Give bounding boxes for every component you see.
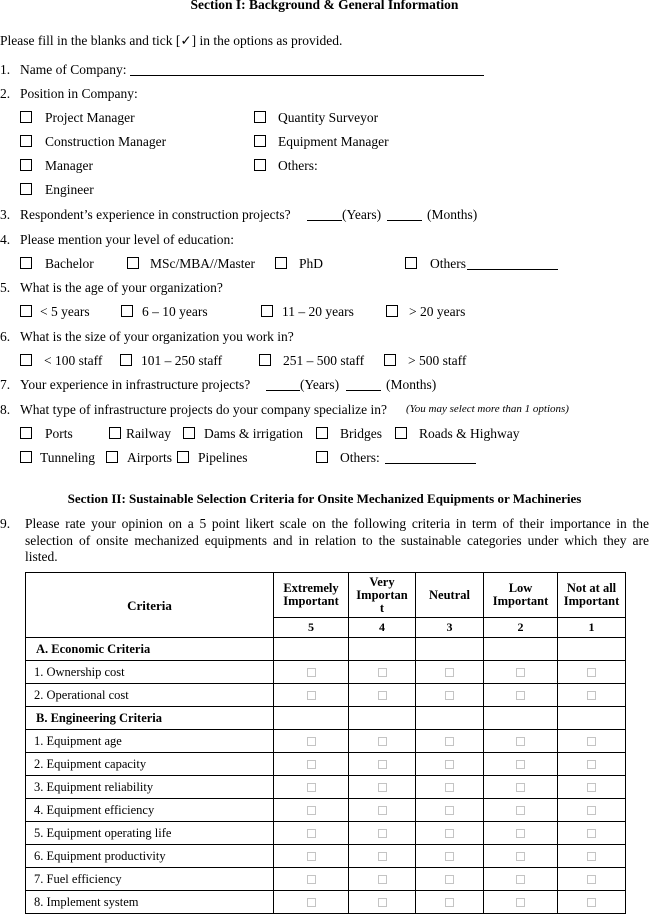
option-others-projects: Others: [340, 450, 380, 465]
rating-cell [558, 868, 626, 891]
instruction-text: Please fill in the blanks and tick [✓] in the options as provided. [0, 33, 343, 48]
q1-label: Name of Company: [20, 62, 127, 77]
rating-cell [484, 684, 558, 707]
rating-table [25, 572, 626, 914]
section2-title: Section II: Sustainable Selection Criteria for Onsite Mechanized Equipments or Machineries [67, 491, 582, 506]
category-title: B. Engineering Criteria [26, 707, 274, 730]
rating-checkbox[interactable] [587, 737, 596, 746]
col-header-neutral: Neutral [416, 573, 484, 618]
checkbox-others-education[interactable] [405, 257, 417, 269]
rating-checkbox[interactable] [307, 783, 316, 792]
rating-checkbox[interactable] [378, 898, 387, 907]
criteria-row [26, 822, 626, 845]
rating-cell [416, 868, 484, 891]
rating-cell [349, 753, 416, 776]
rating-checkbox[interactable] [516, 668, 525, 677]
q2-number: 2. [0, 86, 11, 101]
rating-checkbox[interactable] [445, 806, 454, 815]
rating-cell [274, 822, 349, 845]
q3-months-label: (Months) [427, 207, 478, 222]
criteria-row [26, 776, 626, 799]
rating-checkbox[interactable] [587, 829, 596, 838]
rating-checkbox[interactable] [378, 806, 387, 815]
criteria-label: 5. Equipment operating life [26, 822, 274, 845]
rating-cell [558, 661, 626, 684]
infrastructure-months-field[interactable] [346, 378, 381, 391]
q9-line3: listed. [25, 549, 58, 564]
checkbox-bridges[interactable] [316, 427, 328, 439]
rating-checkbox[interactable] [378, 875, 387, 884]
rating-cell [416, 684, 484, 707]
rating-cell [484, 799, 558, 822]
rating-checkbox[interactable] [587, 852, 596, 861]
rating-cell [274, 661, 349, 684]
category-row [26, 707, 626, 730]
option-construction-manager: Construction Manager [45, 134, 167, 149]
q7-label: Your experience in infrastructure projects? [20, 377, 251, 392]
rating-cell [349, 868, 416, 891]
rating-checkbox[interactable] [587, 760, 596, 769]
construction-months-field[interactable] [387, 208, 422, 221]
rating-checkbox[interactable] [445, 829, 454, 838]
rating-cell [349, 776, 416, 799]
option-engineer: Engineer [45, 182, 94, 197]
q7-months-label: (Months) [386, 377, 437, 392]
option-size-251-500: 251 – 500 staff [283, 353, 365, 368]
option-railway: Railway [126, 426, 171, 441]
rating-checkbox[interactable] [516, 898, 525, 907]
criteria-label: 3. Equipment reliability [26, 776, 274, 799]
section1-title: Section I: Background & General Information [190, 0, 459, 12]
rating-cell [558, 891, 626, 914]
rating-checkbox[interactable] [516, 691, 525, 700]
empty-cell [274, 707, 349, 730]
rating-checkbox[interactable] [516, 806, 525, 815]
rating-cell [484, 845, 558, 868]
others-projects-field[interactable] [385, 451, 476, 464]
empty-cell [274, 638, 349, 661]
criteria-row [26, 753, 626, 776]
rating-cell [484, 730, 558, 753]
checkbox-age-6-10[interactable] [121, 305, 133, 317]
checkbox-project-manager[interactable] [20, 111, 32, 123]
rating-cell [274, 799, 349, 822]
rating-checkbox[interactable] [378, 760, 387, 769]
option-age-11-20: 11 – 20 years [282, 304, 354, 319]
option-size-lt100: < 100 staff [44, 353, 103, 368]
rating-cell [484, 868, 558, 891]
q3-number: 3. [0, 207, 11, 222]
rating-cell [416, 753, 484, 776]
rating-checkbox[interactable] [307, 852, 316, 861]
q8-label: What type of infrastructure projects do your company specialize in? [20, 402, 387, 417]
q5-number: 5. [0, 280, 11, 295]
col-header-low-important: Low Important [484, 573, 558, 618]
criteria-label: 4. Equipment efficiency [26, 799, 274, 822]
option-project-manager: Project Manager [45, 110, 135, 125]
rating-cell [274, 753, 349, 776]
empty-cell [349, 707, 416, 730]
criteria-row [26, 868, 626, 891]
rating-cell [558, 684, 626, 707]
rating-cell [274, 730, 349, 753]
category-row [26, 638, 626, 661]
criteria-label: 2. Operational cost [26, 684, 274, 707]
q5-label: What is the age of your organization? [20, 280, 223, 295]
criteria-row [26, 799, 626, 822]
checkbox-ports[interactable] [20, 427, 32, 439]
checkbox-construction-manager[interactable] [20, 135, 32, 147]
rating-checkbox[interactable] [307, 829, 316, 838]
score-4: 4 [349, 618, 416, 638]
checkbox-pipelines[interactable] [177, 451, 189, 463]
checkbox-size-101-250[interactable] [120, 354, 132, 366]
criteria-label: 8. Implement system [26, 891, 274, 914]
rating-cell [349, 891, 416, 914]
empty-cell [558, 707, 626, 730]
checkbox-roads[interactable] [395, 427, 407, 439]
option-age-gt20: > 20 years [409, 304, 466, 319]
category-title: A. Economic Criteria [26, 638, 274, 661]
option-bridges: Bridges [340, 426, 382, 441]
rating-checkbox[interactable] [516, 760, 525, 769]
q7-years-label: (Years) [300, 377, 340, 392]
rating-cell [558, 730, 626, 753]
rating-checkbox[interactable] [307, 691, 316, 700]
option-roads: Roads & Highway [419, 426, 520, 441]
rating-checkbox[interactable] [445, 737, 454, 746]
criteria-row [26, 730, 626, 753]
option-phd: PhD [299, 256, 324, 271]
criteria-label: 1. Ownership cost [26, 661, 274, 684]
checkbox-railway[interactable] [109, 427, 121, 439]
checkbox-quantity-surveyor[interactable] [254, 111, 266, 123]
rating-cell [484, 822, 558, 845]
option-manager: Manager [45, 158, 93, 173]
rating-checkbox[interactable] [516, 737, 525, 746]
col-header-not-important: Not at all Important [558, 573, 626, 618]
q6-number: 6. [0, 329, 11, 344]
option-equipment-manager: Equipment Manager [278, 134, 389, 149]
rating-cell [349, 799, 416, 822]
criteria-label: 7. Fuel efficiency [26, 868, 274, 891]
empty-cell [484, 638, 558, 661]
rating-checkbox[interactable] [445, 783, 454, 792]
checkbox-tunneling[interactable] [20, 451, 32, 463]
rating-checkbox[interactable] [378, 691, 387, 700]
option-dams: Dams & irrigation [204, 426, 303, 441]
rating-cell [558, 799, 626, 822]
criteria-label: 2. Equipment capacity [26, 753, 274, 776]
rating-cell [274, 684, 349, 707]
q3-years-label: (Years) [342, 207, 382, 222]
criteria-row [26, 684, 626, 707]
rating-cell [274, 891, 349, 914]
option-others-education: Others [430, 256, 466, 271]
q8-number: 8. [0, 402, 11, 417]
rating-cell [558, 822, 626, 845]
rating-checkbox[interactable] [587, 875, 596, 884]
checkbox-phd[interactable] [275, 257, 287, 269]
rating-cell [416, 776, 484, 799]
q3-label: Respondent’s experience in construction projects? [20, 207, 291, 222]
rating-cell [558, 776, 626, 799]
rating-cell [558, 845, 626, 868]
option-quantity-surveyor: Quantity Surveyor [278, 110, 379, 125]
option-tunneling: Tunneling [40, 450, 96, 465]
checkbox-age-gt20[interactable] [386, 305, 398, 317]
checkbox-others-projects[interactable] [316, 451, 328, 463]
infrastructure-years-field[interactable] [266, 378, 300, 391]
rating-checkbox[interactable] [516, 852, 525, 861]
rating-cell [416, 730, 484, 753]
q4-label: Please mention your level of education: [20, 232, 235, 247]
checkbox-equipment-manager[interactable] [254, 135, 266, 147]
checkbox-dams[interactable] [183, 427, 195, 439]
rating-cell [349, 730, 416, 753]
rating-cell [484, 891, 558, 914]
score-3: 3 [416, 618, 484, 638]
rating-cell [274, 845, 349, 868]
option-pipelines: Pipelines [198, 450, 248, 465]
rating-checkbox[interactable] [445, 691, 454, 700]
others-education-field[interactable] [467, 257, 558, 270]
rating-checkbox[interactable] [516, 829, 525, 838]
construction-years-field[interactable] [307, 208, 342, 221]
rating-checkbox[interactable] [445, 760, 454, 769]
rating-checkbox[interactable] [587, 783, 596, 792]
q6-label: What is the size of your organization you work in? [20, 329, 294, 344]
option-airports: Airports [127, 450, 172, 465]
checkbox-manager[interactable] [20, 159, 32, 171]
rating-checkbox[interactable] [587, 806, 596, 815]
rating-checkbox[interactable] [307, 875, 316, 884]
rating-checkbox[interactable] [307, 760, 316, 769]
rating-cell [416, 891, 484, 914]
rating-checkbox[interactable] [378, 668, 387, 677]
rating-checkbox[interactable] [307, 668, 316, 677]
rating-cell [349, 684, 416, 707]
rating-checkbox[interactable] [378, 737, 387, 746]
option-size-101-250: 101 – 250 staff [141, 353, 223, 368]
checkbox-bachelor[interactable] [20, 257, 32, 269]
checkbox-size-lt100[interactable] [20, 354, 32, 366]
option-size-gt500: > 500 staff [408, 353, 467, 368]
col-header-very-important: Very Importan t [349, 573, 416, 618]
empty-cell [416, 707, 484, 730]
rating-cell [416, 799, 484, 822]
company-name-field[interactable] [130, 63, 484, 76]
rating-cell [484, 776, 558, 799]
rating-cell [349, 845, 416, 868]
rating-checkbox[interactable] [516, 875, 525, 884]
rating-checkbox[interactable] [445, 898, 454, 907]
q4-number: 4. [0, 232, 11, 247]
score-5: 5 [274, 618, 349, 638]
q9-number: 9. [0, 516, 11, 531]
option-master: MSc/MBA//Master [150, 256, 256, 271]
rating-checkbox[interactable] [587, 691, 596, 700]
rating-cell [274, 776, 349, 799]
rating-cell [484, 661, 558, 684]
rating-cell [349, 661, 416, 684]
rating-checkbox[interactable] [307, 806, 316, 815]
rating-cell [558, 753, 626, 776]
criteria-row [26, 891, 626, 914]
option-bachelor: Bachelor [45, 256, 94, 271]
criteria-row [26, 661, 626, 684]
score-2: 2 [484, 618, 558, 638]
rating-checkbox[interactable] [587, 668, 596, 677]
checkbox-size-251-500[interactable] [259, 354, 271, 366]
criteria-header: Criteria [26, 573, 274, 638]
q7-number: 7. [0, 377, 11, 392]
q9-line2: selection of onsite mechanized equipments and in relation to the sustainable categories under which they are [25, 533, 649, 548]
rating-cell [274, 868, 349, 891]
rating-cell [484, 753, 558, 776]
rating-checkbox[interactable] [378, 852, 387, 861]
option-ports: Ports [45, 426, 73, 441]
checkbox-size-gt500[interactable] [384, 354, 396, 366]
rating-checkbox[interactable] [445, 852, 454, 861]
rating-cell [416, 845, 484, 868]
option-age-6-10: 6 – 10 years [142, 304, 208, 319]
rating-cell [349, 822, 416, 845]
criteria-label: 6. Equipment productivity [26, 845, 274, 868]
checkbox-master[interactable] [127, 257, 139, 269]
empty-cell [558, 638, 626, 661]
rating-cell [416, 822, 484, 845]
q8-note: (You may select more than 1 options) [406, 403, 569, 415]
col-header-extremely-important: Extremely Important [274, 573, 349, 618]
q1-number: 1. [0, 62, 11, 77]
q2-label: Position in Company: [20, 86, 138, 101]
criteria-label: 1. Equipment age [26, 730, 274, 753]
rating-checkbox[interactable] [307, 737, 316, 746]
rating-checkbox[interactable] [378, 783, 387, 792]
empty-cell [349, 638, 416, 661]
rating-checkbox[interactable] [378, 829, 387, 838]
rating-checkbox[interactable] [307, 898, 316, 907]
rating-checkbox[interactable] [516, 783, 525, 792]
q9-line1: Please rate your opinion on a 5 point likert scale on the following criteria in term of their importance in the [25, 516, 649, 531]
empty-cell [484, 707, 558, 730]
rating-cell [416, 661, 484, 684]
rating-checkbox[interactable] [445, 875, 454, 884]
checkbox-age-11-20[interactable] [261, 305, 273, 317]
criteria-row [26, 845, 626, 868]
checkbox-airports[interactable] [106, 451, 118, 463]
empty-cell [416, 638, 484, 661]
option-age-lt5: < 5 years [40, 304, 90, 319]
rating-checkbox[interactable] [445, 668, 454, 677]
checkbox-age-lt5[interactable] [20, 305, 32, 317]
option-others-position: Others: [278, 158, 318, 173]
checkbox-others-position[interactable] [254, 159, 266, 171]
score-1: 1 [558, 618, 626, 638]
rating-checkbox[interactable] [587, 898, 596, 907]
checkbox-engineer[interactable] [20, 183, 32, 195]
